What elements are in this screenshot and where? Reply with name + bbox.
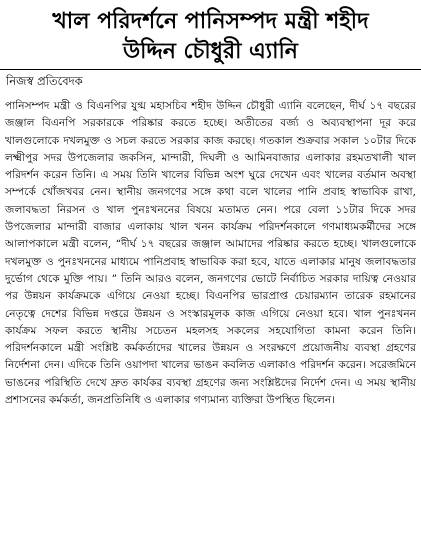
headline-line-2: উদ্দিন চৌধুরী এ্যানি (123, 38, 298, 64)
article-body: পানিসম্পদ মন্ত্রী ও বিএনপির যুগ্ম মহাসচিব শহীদ উদ্দিন চৌধুরী এ্যানি বলেছেন, দীর্ঘ ১৭ বছরের জঞ্জাল বিএনপি সরকারকে পরিষ্কার করতে হচ্ছে। অতীতের বর্জ্য ও অব্যবস্থাপনা দূর করে খালগুলোকে দখলমুক্ত ও সচল করতে সরকার কাজ করছে। গতকাল শুক্রবার সকাল ১০টার দিকে লক্ষ্মীপুর সদর উপজেলার জকসিন, মান্দারী, দিঘলী ও আমিনবাজার এলাকার রহমতখালী খাল পরিদর্শন করেন তিনি। এ সময় তিনি খালের বিভিন্ন অংশ ঘুরে দেখেন এবং খালের বর্তমান অবস্থা সম্পর্কে খোঁজখবর নেন। স্থানীয় জনগণের সঙ্গে কথা বলে খালের পানি প্রবাহ স্বাভাবিক রাখা, জলাবদ্ধতা নিরসন ও খাল পুনঃখননের বিষয়ে মতামত নেন। পরে বেলা ১১টার দিকে সদর উপজেলার মান্দারী বাজার এলাকায় খাল খনন কার্যক্রম পরিদর্শনকালে গণমাধ্যমকর্মীদের সঙ্গে আলাপকালে মন্ত্রী বলেন, “দীর্ঘ ১৭ বছরের জঞ্জাল আমাদের পরিষ্কার করতে হচ্ছে। খালগুলোকে দখলমুক্ত ও পুনঃখননের মাধ্যমে পানিপ্রবাহ স্বাভাবিক করা হবে, যাতে এলাকার মানুষ জলাবদ্ধতার দুর্ভোগ থেকে মুক্তি পায়। ” তিনি আরও বলেন, জনগণের ভোটে নির্বাচিত সরকার দায়িত্ব নেওয়ার পর উন্নয়ন কার্যক্রমকে এগিয়ে নেওয়া হচ্ছে। বিএনপির ভারপ্রাপ্ত চেয়ারম্যান তারেক রহমানের নেতৃত্বে দেশের বিভিন্ন দপ্তরে উন্নয়ন ও সংস্কারমূলক কাজ এগিয়ে নেওয়া হবে। খাল পুনঃখনন কার্যক্রম সফল করতে স্থানীয় সচেতন মহলসহ সকলের সহযোগিতা কামনা করেন তিনি। পরিদর্শনকালে মন্ত্রী সংশ্লিষ্ট কর্মকর্তাদের খালের উন্নয়ন ও সংরক্ষণে প্রয়োজনীয় ব্যবস্থা গ্রহণের নির্দেশনা দেন। এদিকে তিনি ওয়াপদা খালের ভাঙন কবলিত এলাকাও পরিদর্শন করেন। সরেজমিনে ভাঙনের পরিস্থিতি দেখে দ্রুত কার্যকর ব্যবস্থা গ্রহণের জন্য সংশ্লিষ্টদের নির্দেশ দেন। এ সময় স্থানীয় প্রশাসনের কর্মকর্তা, জনপ্রতিনিধি ও এলাকার গণ্যমান্য ব্যক্তিরা উপস্থিত ছিলেন। (5, 100, 416, 407)
article-headline (0, 0, 421, 66)
article-byline: নিজস্ব প্রতিবেদক (6, 74, 83, 88)
headline-line-1: খাল পরিদর্শনে পানিসম্পদ মন্ত্রী শহীদ (52, 8, 369, 34)
